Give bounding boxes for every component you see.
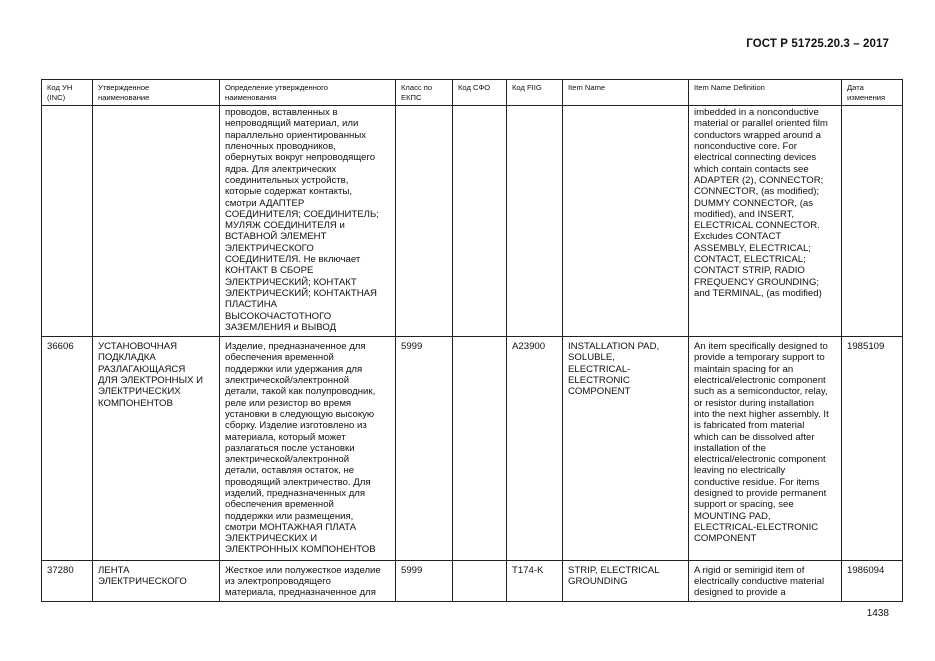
column-header-definition: Определение утвержденного наименования	[220, 80, 396, 106]
column-header-item-name: Item Name	[563, 80, 689, 106]
cell-inc: 37280	[42, 560, 93, 601]
cell-definition: проводов, вставленных в непроводящий материал, или параллельно ориентированных пленочных проводников, обернутых вокруг непроводящего ядра. Для электрических соединительных устройств, которые содержат контакты, смотри АДАПТЕР СОЕДИНИТЕЛЯ; СОЕДИНИТЕЛЬ; МУЛЯЖ СОЕДИНИТЕЛЯ и ВСТАВНОЙ ЭЛЕМЕНТ ЭЛЕКТРИЧЕСКОГО СОЕДИНИТЕЛЯ. Не включает КОНТАКТ В СБОРЕ ЭЛЕКТРИЧЕСКИЙ; КОНТАКТ ЭЛЕКТРИЧЕСКИЙ; КОНТАКТНАЯ ПЛАСТИНА ВЫСОКОЧАСТОТНОГО ЗАЗЕМЛЕНИЯ и ВЫВОД	[220, 106, 396, 337]
cell-definition: Изделие, предназначенное для обеспечения временной поддержки или удержания для электрической/электронной детали, такой как полупроводник, реле или резистор во время установки в следующую высокую сборку. Изделие изготовлено из материала, который может разлагаться после установки электрической/электронной детали, оставляя остаток, не проводящий электричество. Для изделий, предназначенных для обеспечения временной поддержки или размещения, смотри МОНТАЖНАЯ ПЛАТА ЭЛЕКТРИЧЕСКИХ И ЭЛЕКТРОННЫХ КОМПОНЕНТОВ	[220, 337, 396, 561]
table-header-row	[42, 80, 903, 106]
cell-fiig-code: T174-K	[507, 560, 563, 601]
column-header-approved-name: Утвержденное наименование	[93, 80, 220, 106]
column-header-change-date: Дата изменения	[842, 80, 903, 106]
column-header-ekps-class: Класс по ЕКПС	[396, 80, 453, 106]
cell-sfo-code	[453, 106, 507, 337]
column-header-sfo-code: Код СФО	[453, 80, 507, 106]
cell-fiig-code: A23900	[507, 337, 563, 561]
cell-item-name: INSTALLATION PAD, SOLUBLE, ELECTRICAL- ELECTRONIC COMPONENT	[563, 337, 689, 561]
table-row	[42, 560, 903, 601]
cell-item-name-definition: An item specifically designed to provide a temporary support to maintain spacing for an electrical/electronic component such as a semiconductor, relay, or resistor during installation into the next higher assembly. It is fabricated from material which can be dissolved after installation of the electrical/electronic component leaving no electrically conductive residue. For items designed to provide permanent support or spacing, see MOUNTING PAD, ELECTRICAL-ELECTRONIC COMPONENT	[689, 337, 842, 561]
cell-sfo-code	[453, 560, 507, 601]
cell-fiig-code	[507, 106, 563, 337]
cell-ekps-class: 5999	[396, 560, 453, 601]
cell-approved-name: УСТАНОВОЧНАЯ ПОДКЛАДКА РАЗЛАГАЮЩАЯСЯ ДЛЯ ЭЛЕКТРОННЫХ И ЭЛЕКТРИЧЕСКИХ КОМПОНЕНТОВ	[93, 337, 220, 561]
cell-ekps-class: 5999	[396, 337, 453, 561]
cell-item-name: STRIP, ELECTRICAL GROUNDING	[563, 560, 689, 601]
cell-approved-name: ЛЕНТА ЭЛЕКТРИЧЕСКОГО	[93, 560, 220, 601]
cell-item-name-definition: A rigid or semirigid item of electrically conductive material designed to provide a	[689, 560, 842, 601]
cell-item-name	[563, 106, 689, 337]
cell-inc	[42, 106, 93, 337]
column-header-fiig-code: Код FIIG	[507, 80, 563, 106]
nomenclature-table	[41, 79, 903, 602]
column-header-item-name-definition: Item Name Definition	[689, 80, 842, 106]
cell-change-date	[842, 106, 903, 337]
page-number: 1438	[866, 608, 889, 619]
table-row	[42, 337, 903, 561]
cell-sfo-code	[453, 337, 507, 561]
cell-definition: Жесткое или полужесткое изделие из электропроводящего материала, предназначенное для	[220, 560, 396, 601]
column-header-inc: Код УН (INC)	[42, 80, 93, 106]
document-standard-header: ГОСТ Р 51725.20.3 – 2017	[746, 38, 889, 50]
cell-approved-name	[93, 106, 220, 337]
cell-ekps-class	[396, 106, 453, 337]
cell-inc: 36606	[42, 337, 93, 561]
cell-change-date: 1986094	[842, 560, 903, 601]
cell-change-date: 1985109	[842, 337, 903, 561]
cell-item-name-definition: imbedded in a nonconductive material or parallel oriented film conductors wrapped around a nonconductive core. For electrical connecting devices which contain contacts see ADAPTER (2), CONNECTOR; CONNECTOR, (as modified); DUMMY CONNECTOR, (as modified), and INSERT, ELECTRICAL CONNECTOR. Excludes CONTACT ASSEMBLY, ELECTRICAL; CONTACT, ELECTRICAL; CONTACT STRIP, RADIO FREQUENCY GROUNDING; and TERMINAL, (as modified)	[689, 106, 842, 337]
table-row	[42, 106, 903, 337]
